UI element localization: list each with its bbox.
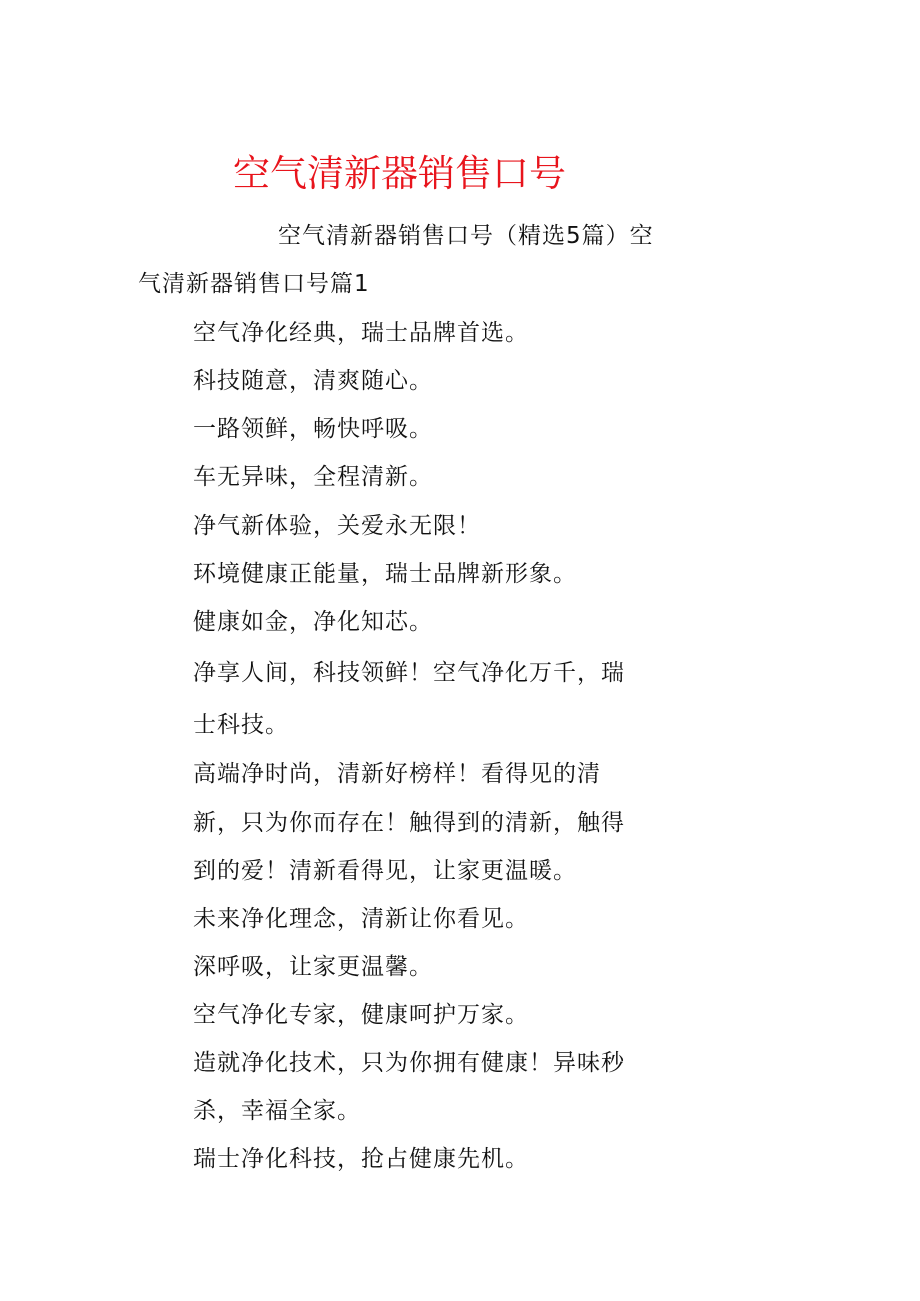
slogan-line: 科技随意，清爽随心。: [193, 368, 433, 394]
slogan-line: 深呼吸，让家更温馨。: [193, 954, 433, 980]
subtitle-line-2: 气清新器销售口号篇1: [138, 271, 370, 297]
slogan-line: 空气净化经典，瑞士品牌首选。: [193, 320, 529, 346]
slogan-line: 到的爱！清新看得见，让家更温暖。: [193, 858, 577, 884]
slogan-line: 净气新体验，关爱永无限！: [193, 513, 481, 539]
slogan-line: 空气净化专家，健康呵护万家。: [193, 1002, 529, 1028]
slogan-line: 造就净化技术，只为你拥有健康！异味秒: [193, 1050, 625, 1076]
slogan-line: 健康如金，净化知芯。: [193, 609, 433, 635]
slogan-line: 瑞士净化科技，抢占健康先机。: [193, 1146, 529, 1172]
slogan-line: 环境健康正能量，瑞士品牌新形象。: [193, 561, 577, 587]
slogan-line: 一路领鲜，畅快呼吸。: [193, 416, 433, 442]
slogan-line: 士科技。: [193, 712, 289, 738]
slogan-line: 车无异味，全程清新。: [193, 464, 433, 490]
slogan-line: 新，只为你而存在！触得到的清新，触得: [193, 810, 625, 836]
slogan-line: 高端净时尚，清新好榜样！看得见的清: [193, 761, 601, 787]
slogan-line: 未来净化理念，清新让你看见。: [193, 906, 529, 932]
slogan-line: 杀，幸福全家。: [193, 1098, 361, 1124]
subtitle-line-1: 空气清新器销售口号（精选5篇）空: [278, 223, 654, 249]
page-title: 空气清新器销售口号: [233, 152, 566, 195]
slogan-line: 净享人间，科技领鲜！空气净化万千，瑞: [193, 660, 625, 686]
